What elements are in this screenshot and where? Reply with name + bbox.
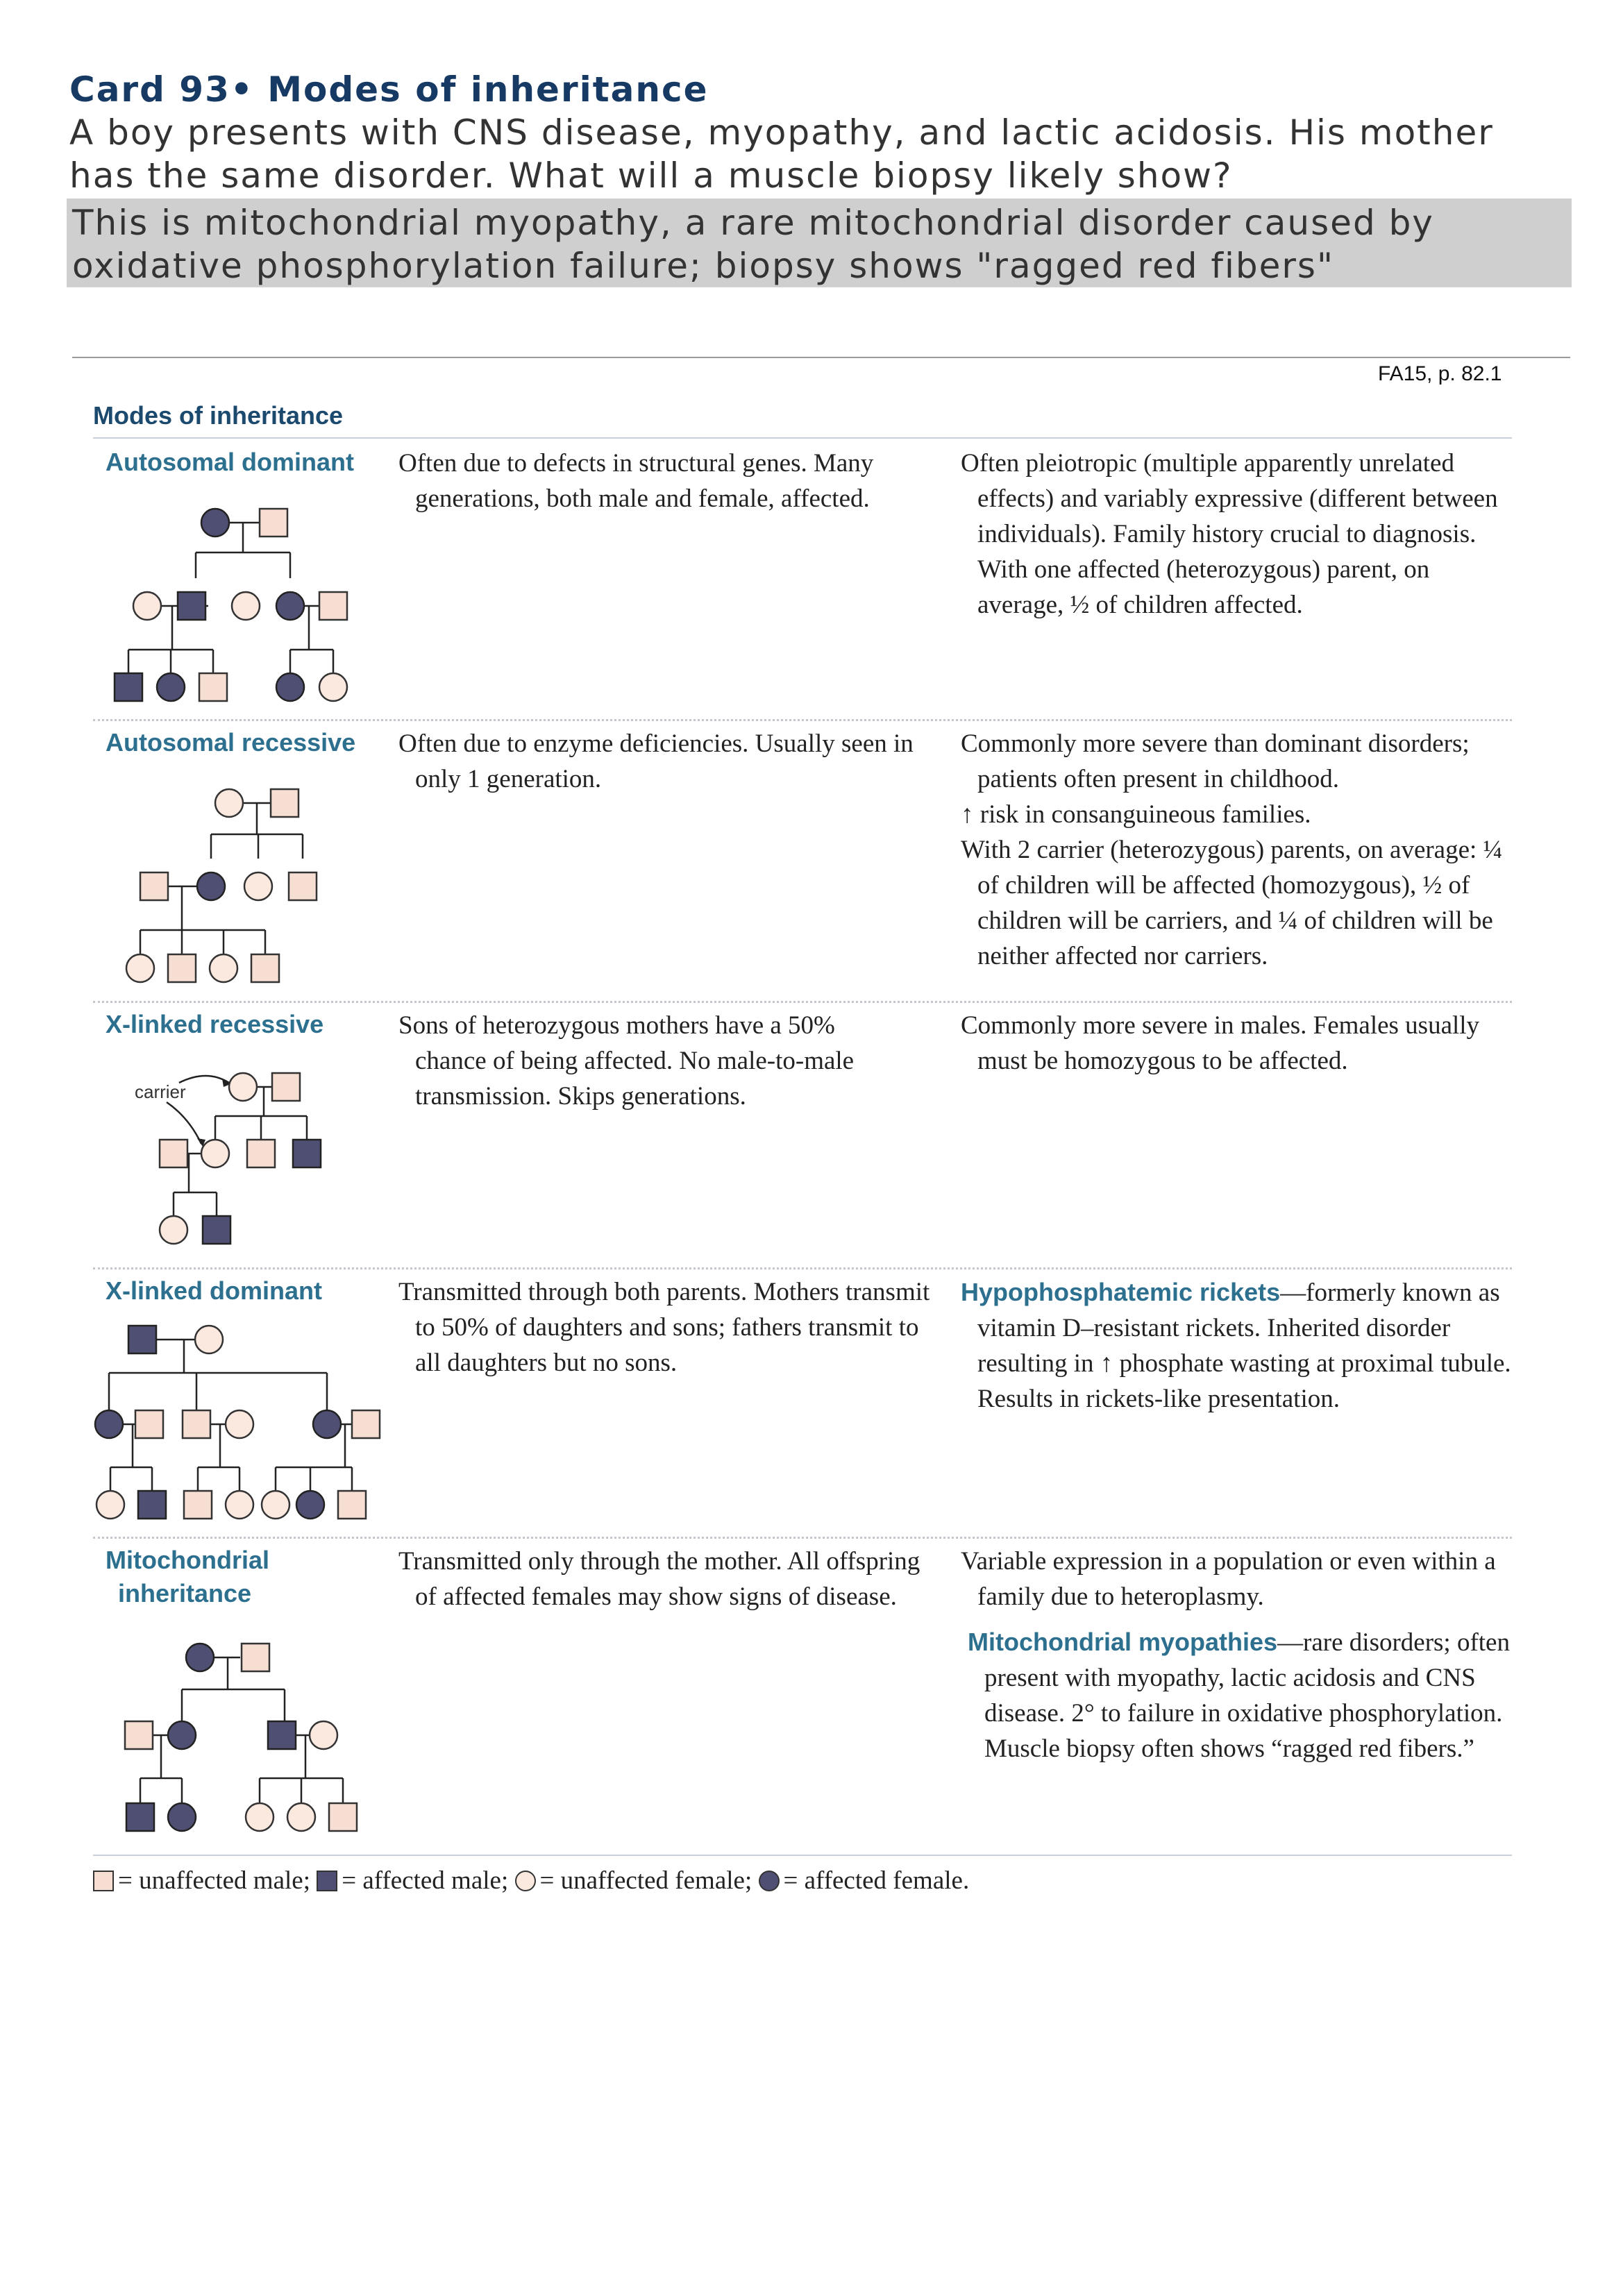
notes-autosomal-dominant: Often pleiotropic (multiple apparently unrelated effects) and variably expressive (different between individuals). Family history crucial to diagnosis. With one affected (heterozygous) parent, on average, ½ of children affected.: [961, 449, 1498, 619]
pedigree-autosomal-recessive: [126, 777, 335, 999]
mode-label-x-linked-dominant: X-linked dominant: [106, 1276, 323, 1305]
description-mitochondrial: Transmitted only through the mother. All offspring of affected females may show signs of disease.: [398, 1547, 920, 1611]
row-divider: [93, 1001, 1512, 1003]
unaffected-male-icon: [199, 673, 227, 701]
unaffected-female-icon: [232, 592, 260, 620]
unaffected-female-icon: [310, 1721, 337, 1749]
carrier-arrow-icon: [179, 1076, 229, 1083]
unaffected-male-icon: [251, 954, 279, 982]
mode-label-mitochondrial-inheritance: Mitochondrial inheritance: [106, 1546, 269, 1607]
affected-male-icon: [126, 1803, 154, 1831]
mode-label-x-linked-recessive: X-linked recessive: [106, 1010, 324, 1038]
affected-male-icon: [268, 1721, 296, 1749]
unaffected-female-icon: [229, 1073, 257, 1101]
affected-female-icon: [313, 1410, 341, 1438]
notes-x-linked-dominant: Hypophosphatemic rickets—formerly known as vitamin D–resistant rickets. Inherited disorder resulting in ↑ phosphate wasting at proximal tubule. Results in rickets-like presentation.: [961, 1278, 1511, 1413]
card-answer: This is mitochondrial myopathy, a rare mitochondrial disorder caused by oxidative phosphorylation failure; biopsy shows "ragged red fibers": [67, 199, 1572, 287]
page-reference: FA15, p. 82.1: [1378, 362, 1502, 385]
pedigree-autosomal-dominant: [111, 498, 361, 707]
unaffected-male-icon: [93, 1871, 114, 1891]
unaffected-female-icon: [133, 592, 161, 620]
carrier-female-icon: [201, 1140, 229, 1167]
unaffected-male-icon: [329, 1803, 357, 1831]
unaffected-female-icon: [287, 1803, 315, 1831]
description-x-linked-recessive: Sons of heterozygous mothers have a 50% chance of being affected. No male-to-male transmission. Skips generations.: [398, 1011, 855, 1111]
description-x-linked-dominant: Transmitted through both parents. Mothers transmit to 50% of daughters and sons; fathers transmit to all daughters but no sons.: [398, 1278, 930, 1377]
unaffected-female-icon: [319, 673, 347, 701]
pedigree-x-linked-dominant: [94, 1322, 399, 1530]
unaffected-male-icon: [160, 1140, 187, 1167]
affected-female-icon: [168, 1721, 196, 1749]
pedigree-legend: = unaffected male; = affected male; = unaffected female; = affected female.: [93, 1866, 969, 1896]
unaffected-male-icon: [272, 1073, 300, 1101]
affected-female-icon: [168, 1803, 196, 1831]
notes-mitochondrial: Variable expression in a population or even within a family due to heteroplasmy. Mitochondrial myopathies—rare disorders; often present with myopathy, lactic acidosis and CNS disease. 2° to failure in oxidative phosphorylation. Muscle biopsy often shows “ragged red fibers.”: [961, 1547, 1510, 1763]
pedigree-mitochondrial: [124, 1639, 373, 1848]
unaffected-female-icon: [126, 954, 154, 982]
unaffected-female-icon: [195, 1326, 223, 1353]
unaffected-female-icon: [262, 1491, 289, 1519]
unaffected-male-icon: [247, 1140, 275, 1167]
unaffected-female-icon: [160, 1216, 187, 1244]
affected-female-icon: [276, 673, 304, 701]
row-divider: [93, 1537, 1512, 1539]
affected-female-icon: [201, 509, 229, 537]
unaffected-male-icon: [271, 789, 298, 817]
row-divider: [93, 719, 1512, 721]
carrier-label: carrier: [135, 1081, 186, 1102]
unaffected-male-icon: [184, 1491, 212, 1519]
affected-male-icon: [317, 1871, 337, 1891]
unaffected-male-icon: [242, 1644, 269, 1671]
unaffected-male-icon: [135, 1410, 163, 1438]
unaffected-male-icon: [168, 954, 196, 982]
unaffected-female-icon: [226, 1491, 253, 1519]
affected-female-icon: [276, 592, 304, 620]
unaffected-female-icon: [215, 789, 243, 817]
unaffected-female-icon: [210, 954, 237, 982]
table-header-rule: [93, 437, 1512, 439]
affected-male-icon: [293, 1140, 321, 1167]
row-divider: [93, 1267, 1512, 1269]
pedigree-x-linked-recessive: [125, 1062, 347, 1256]
top-divider: [72, 357, 1570, 358]
affected-male-icon: [128, 1326, 156, 1353]
mode-label-autosomal-recessive: Autosomal recessive: [106, 728, 356, 757]
card-title: Card 93• Modes of inheritance: [69, 69, 709, 110]
unaffected-male-icon: [183, 1410, 210, 1438]
affected-male-icon: [115, 673, 142, 701]
affected-female-icon: [759, 1871, 780, 1891]
table-bottom-rule: [93, 1855, 1512, 1856]
description-autosomal-dominant: Often due to defects in structural genes. Many generations, both male and female, affected.: [398, 449, 874, 513]
affected-female-icon: [197, 872, 225, 900]
unaffected-male-icon: [140, 872, 168, 900]
notes-x-linked-recessive: Commonly more severe in males. Females usually must be homozygous to be affected.: [961, 1011, 1480, 1075]
affected-male-icon: [138, 1491, 166, 1519]
disease-name-highlight: Hypophosphatemic rickets: [961, 1278, 1281, 1306]
affected-male-icon: [203, 1216, 230, 1244]
unaffected-male-icon: [260, 509, 287, 537]
unaffected-male-icon: [319, 592, 347, 620]
mode-label-autosomal-dominant: Autosomal dominant: [106, 448, 354, 476]
unaffected-male-icon: [338, 1491, 366, 1519]
affected-female-icon: [296, 1491, 324, 1519]
affected-female-icon: [95, 1410, 123, 1438]
unaffected-female-icon: [515, 1871, 536, 1891]
unaffected-female-icon: [246, 1803, 274, 1831]
description-autosomal-recessive: Often due to enzyme deficiencies. Usually seen in only 1 generation.: [398, 729, 914, 793]
section-title: Modes of inheritance: [93, 401, 344, 430]
carrier-arrow-icon: [167, 1102, 201, 1144]
affected-female-icon: [157, 673, 185, 701]
affected-male-icon: [178, 592, 205, 620]
unaffected-male-icon: [125, 1721, 153, 1749]
unaffected-female-icon: [226, 1410, 253, 1438]
disease-name-highlight: Mitochondrial myopathies: [968, 1628, 1278, 1656]
unaffected-female-icon: [96, 1491, 124, 1519]
card-question: A boy presents with CNS disease, myopathy, and lactic acidosis. His mother has the same disorder. What will a muscle biopsy likely show?: [69, 112, 1494, 196]
unaffected-female-icon: [244, 872, 272, 900]
unaffected-male-icon: [289, 872, 317, 900]
affected-female-icon: [186, 1644, 214, 1671]
unaffected-male-icon: [352, 1410, 380, 1438]
notes-autosomal-recessive: Commonly more severe than dominant disorders; patients often present in childhood. ↑ risk in consanguineous families. With 2 carrier (heterozygous) parents, on average: ¼ of children will be affected (homozygous), ½ of children will be carriers, and ¼ of children will be neither affected nor carriers.: [961, 729, 1503, 970]
